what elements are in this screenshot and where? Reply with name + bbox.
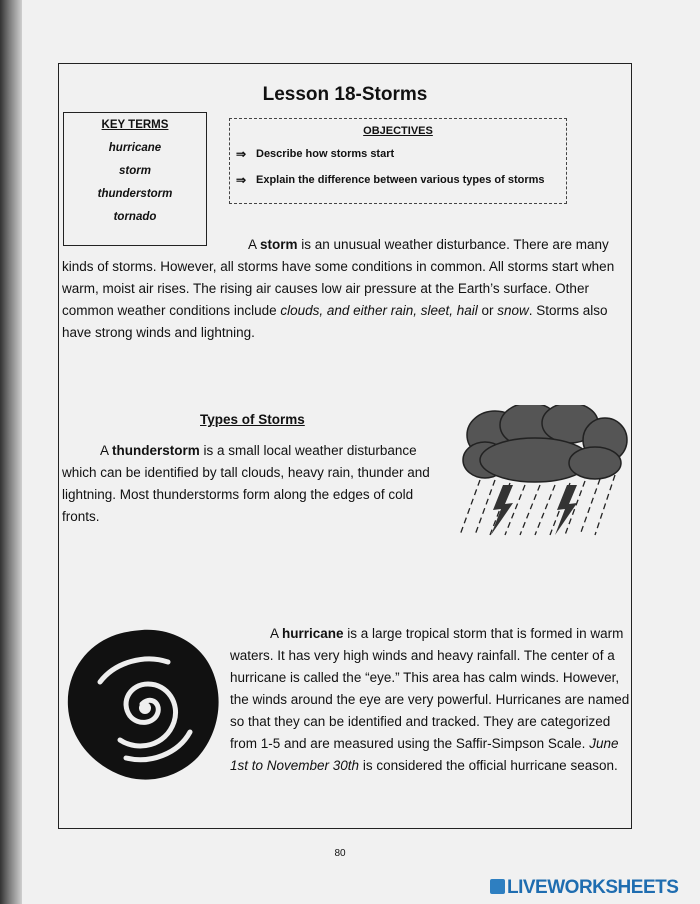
hurricane-paragraph xyxy=(230,623,630,777)
key-term-item: thunderstorm xyxy=(97,188,173,200)
binding-shadow xyxy=(0,0,22,904)
types-heading: Types of Storms xyxy=(200,412,305,427)
objectives-heading: OBJECTIVES xyxy=(363,125,433,137)
intro-lead: A xyxy=(248,237,261,252)
hurricane-icon xyxy=(60,622,225,787)
term-thunderstorm: thunderstorm xyxy=(112,443,200,458)
hurricane-season-dates: June 1st to November 30th xyxy=(230,736,619,773)
term-hurricane: hurricane xyxy=(282,626,344,641)
key-terms-box xyxy=(63,112,207,246)
key-term-item: storm xyxy=(119,165,151,177)
hurricane-lead: A xyxy=(270,626,283,641)
liveworksheets-logo[interactable] xyxy=(490,877,678,899)
objective-text: Explain the difference between various types of storms xyxy=(256,174,545,186)
thunderstorm-text: is a small local weather disturbance which can be identified by tall clouds, heavy rain, thunder and lightning. Most thunderstorms form along the edges of cold fronts. xyxy=(62,443,430,524)
key-terms-heading: KEY TERMS xyxy=(101,119,169,131)
liveworksheets-icon xyxy=(490,879,505,894)
intro-italic: clouds, and either rain, sleet, hail xyxy=(280,303,478,318)
arrow-right-icon: ⇒ xyxy=(236,147,247,161)
term-storm: storm xyxy=(260,237,298,252)
logo-text: LIVEWORKSHEETS xyxy=(507,877,679,898)
intro-paragraph xyxy=(62,234,628,344)
objective-text: Describe how storms start xyxy=(256,148,395,160)
hurricane-text-2: is considered the official hurricane season. xyxy=(359,758,618,773)
key-term-item: hurricane xyxy=(108,142,162,154)
thunderstorm-paragraph xyxy=(62,440,442,528)
intro-text: is an unusual weather disturbance. There are many kinds of storms. However, all storms have some conditions in common. All storms start when warm, moist air rises. The rising air causes low air pressure at the Earth’s surface. Other common weather conditions include xyxy=(62,237,615,318)
objective-item xyxy=(236,147,566,161)
page-title: Lesson 18-Storms xyxy=(262,84,428,105)
key-term-item: tornado xyxy=(113,211,157,223)
intro-italic-2: snow xyxy=(497,303,529,318)
intro-text-2: . Storms also have strong winds and lightning. xyxy=(62,303,608,340)
arrow-right-icon: ⇒ xyxy=(236,173,247,187)
page-number: 80 xyxy=(334,848,346,859)
objective-item xyxy=(236,173,566,187)
objectives-box xyxy=(229,118,567,204)
intro-mid: or xyxy=(477,303,498,318)
thundercloud-icon xyxy=(455,405,630,540)
thunderstorm-lead: A xyxy=(100,443,113,458)
hurricane-text: is a large tropical storm that is formed in warm waters. It has very high winds and heavy rainfall. The center of a hurricane is called the “eye.” This area has calm winds. However, the winds around the eye are very powerful. Hurricanes are named so that they can be identified and tracked. They are categorized from 1-5 and are measured using the Saffir-Simpson Scale. xyxy=(230,626,630,751)
